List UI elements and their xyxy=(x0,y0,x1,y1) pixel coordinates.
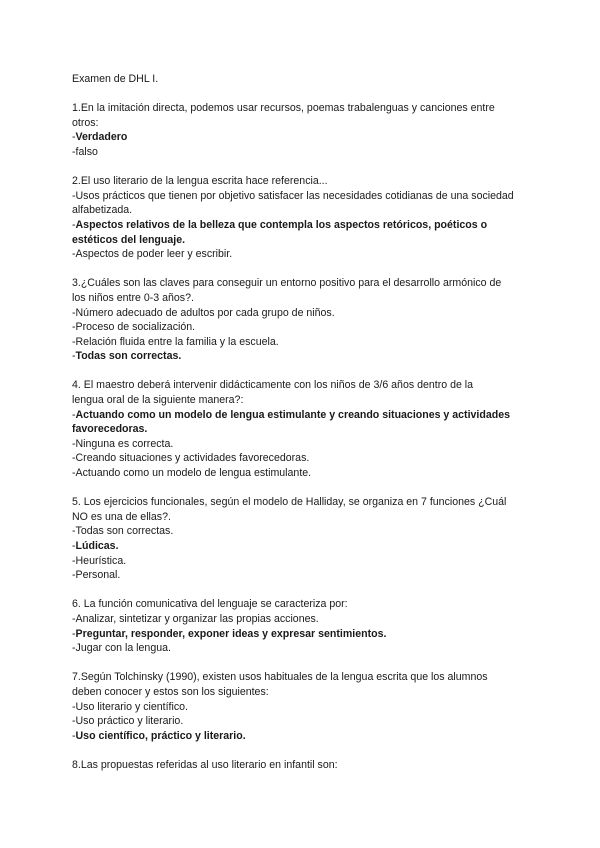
option-dash: - xyxy=(72,715,76,728)
question-text: otros: xyxy=(72,116,99,129)
question-list xyxy=(72,101,532,772)
option-dash: - xyxy=(72,321,76,334)
option-text: Heurística. xyxy=(75,554,127,567)
option-text: Verdadero xyxy=(75,131,128,144)
option-dash: - xyxy=(72,554,76,567)
option-dash: - xyxy=(72,145,76,158)
answer-option xyxy=(72,554,532,569)
option-text: Actuando como un modelo de lengua estimulante. xyxy=(75,467,312,480)
question-block xyxy=(72,670,532,743)
option-text: Ninguna es correcta. xyxy=(75,437,174,450)
option-dash: - xyxy=(72,540,76,552)
answer-option xyxy=(72,700,532,715)
answer-option xyxy=(72,335,532,350)
option-dash: - xyxy=(72,525,76,538)
option-dash: - xyxy=(72,218,76,231)
option-text: Uso literario y científico. xyxy=(75,700,188,713)
answer-option xyxy=(72,466,532,481)
question-text: 3.¿Cuáles son las claves para conseguir un entorno positivo para el desarrollo armónico de xyxy=(72,277,502,290)
question-block xyxy=(72,101,532,159)
option-text: Usos prácticos que tienen por objetivo satisfacer las necesidades cotidianas de una sociedad alfabetizada. xyxy=(72,189,514,217)
question-text: 4. El maestro deberá intervenir didácticamente con los niños de 3/6 años dentro de la xyxy=(72,379,474,392)
answer-option-correct xyxy=(72,408,532,437)
question-text: 1.En la imitación directa, podemos usar recursos, poemas trabalenguas y canciones entre xyxy=(72,102,495,115)
answer-option xyxy=(72,568,532,583)
option-dash: - xyxy=(72,248,76,261)
option-text: Relación fluida entre la familia y la escuela. xyxy=(75,335,279,348)
answer-option-correct xyxy=(72,218,532,247)
option-text: Todas son correctas. xyxy=(75,525,174,538)
question-block xyxy=(72,495,532,583)
spacer xyxy=(72,743,532,758)
option-dash: - xyxy=(72,612,76,625)
question-text: 2.El uso literario de la lengua escrita hace referencia... xyxy=(72,175,328,188)
answer-option xyxy=(72,437,532,452)
document-body xyxy=(72,72,532,773)
question-text: NO es una de ellas?. xyxy=(72,510,171,523)
spacer xyxy=(72,262,532,277)
answer-option xyxy=(72,247,532,262)
spacer xyxy=(72,160,532,175)
option-text: Personal. xyxy=(75,569,121,582)
answer-option xyxy=(72,714,532,729)
answer-option xyxy=(72,612,532,627)
option-text: Analizar, sintetizar y organizar las propias acciones. xyxy=(75,612,319,625)
question-text: lengua oral de la siguiente manera?: xyxy=(72,394,244,407)
option-text: Aspectos relativos de la belleza que contempla los aspectos retóricos, poéticos o estéticos del lenguaje. xyxy=(72,218,488,246)
option-dash: - xyxy=(72,642,76,655)
option-text: Creando situaciones y actividades favorecedoras. xyxy=(75,452,310,465)
answer-option-correct xyxy=(72,729,532,744)
option-text: Número adecuado de adultos por cada grupo de niños. xyxy=(75,306,335,319)
question-text: los niños entre 0-3 años?. xyxy=(72,291,194,304)
option-text: Jugar con la lengua. xyxy=(75,642,171,655)
option-dash: - xyxy=(72,569,76,582)
option-text: Actuando como un modelo de lengua estimulante y creando situaciones y actividades favorecedoras. xyxy=(72,408,510,436)
answer-option-correct xyxy=(72,349,532,364)
option-text: Proceso de socialización. xyxy=(75,321,196,334)
option-text: Aspectos de poder leer y escribir. xyxy=(75,248,233,261)
option-dash: - xyxy=(72,729,76,742)
question-block xyxy=(72,174,532,262)
option-dash: - xyxy=(72,627,76,640)
option-text: Uso científico, práctico y literario. xyxy=(75,729,246,742)
spacer xyxy=(72,87,532,102)
answer-option-correct xyxy=(72,130,532,145)
question-text: 5. Los ejercicios funcionales, según el modelo de Halliday, se organiza en 7 funciones ¿Cuál xyxy=(72,496,507,509)
answer-option xyxy=(72,320,532,335)
answer-option xyxy=(72,145,532,160)
answer-option xyxy=(72,189,532,218)
option-dash: - xyxy=(72,437,76,450)
option-dash: - xyxy=(72,306,76,319)
option-dash: - xyxy=(72,350,76,363)
answer-option xyxy=(72,641,532,656)
spacer xyxy=(72,364,532,379)
question-block xyxy=(72,758,532,773)
answer-option xyxy=(72,524,532,539)
answer-option xyxy=(72,451,532,466)
document-title: Examen de DHL I. xyxy=(72,73,159,85)
question-text: 8.Las propuestas referidas al uso literario en infantil son: xyxy=(72,758,338,771)
option-text: Preguntar, responder, exponer ideas y expresar sentimientos. xyxy=(75,627,387,640)
question-text: deben conocer y estos son los siguientes: xyxy=(72,685,269,698)
question-block xyxy=(72,276,532,364)
answer-option-correct xyxy=(72,539,532,554)
spacer xyxy=(72,583,532,598)
option-text: Todas son correctas. xyxy=(75,350,182,363)
question-block xyxy=(72,597,532,655)
answer-option-correct xyxy=(72,627,532,642)
question-block xyxy=(72,378,532,480)
spacer xyxy=(72,656,532,671)
option-text: Lúdicas. xyxy=(75,540,119,552)
answer-option xyxy=(72,306,532,321)
question-text: 7.Según Tolchinsky (1990), existen usos habituales de la lengua escrita que los alumnos xyxy=(72,671,488,684)
option-dash: - xyxy=(72,408,76,421)
question-text: 6. La función comunicativa del lenguaje se caracteriza por: xyxy=(72,598,348,611)
option-text: Uso práctico y literario. xyxy=(75,715,184,728)
option-dash: - xyxy=(72,700,76,713)
option-text: falso xyxy=(75,145,98,158)
option-dash: - xyxy=(72,467,76,480)
option-dash: - xyxy=(72,335,76,348)
option-dash: - xyxy=(72,452,76,465)
option-dash: - xyxy=(72,189,76,202)
spacer xyxy=(72,481,532,496)
option-dash: - xyxy=(72,131,76,144)
